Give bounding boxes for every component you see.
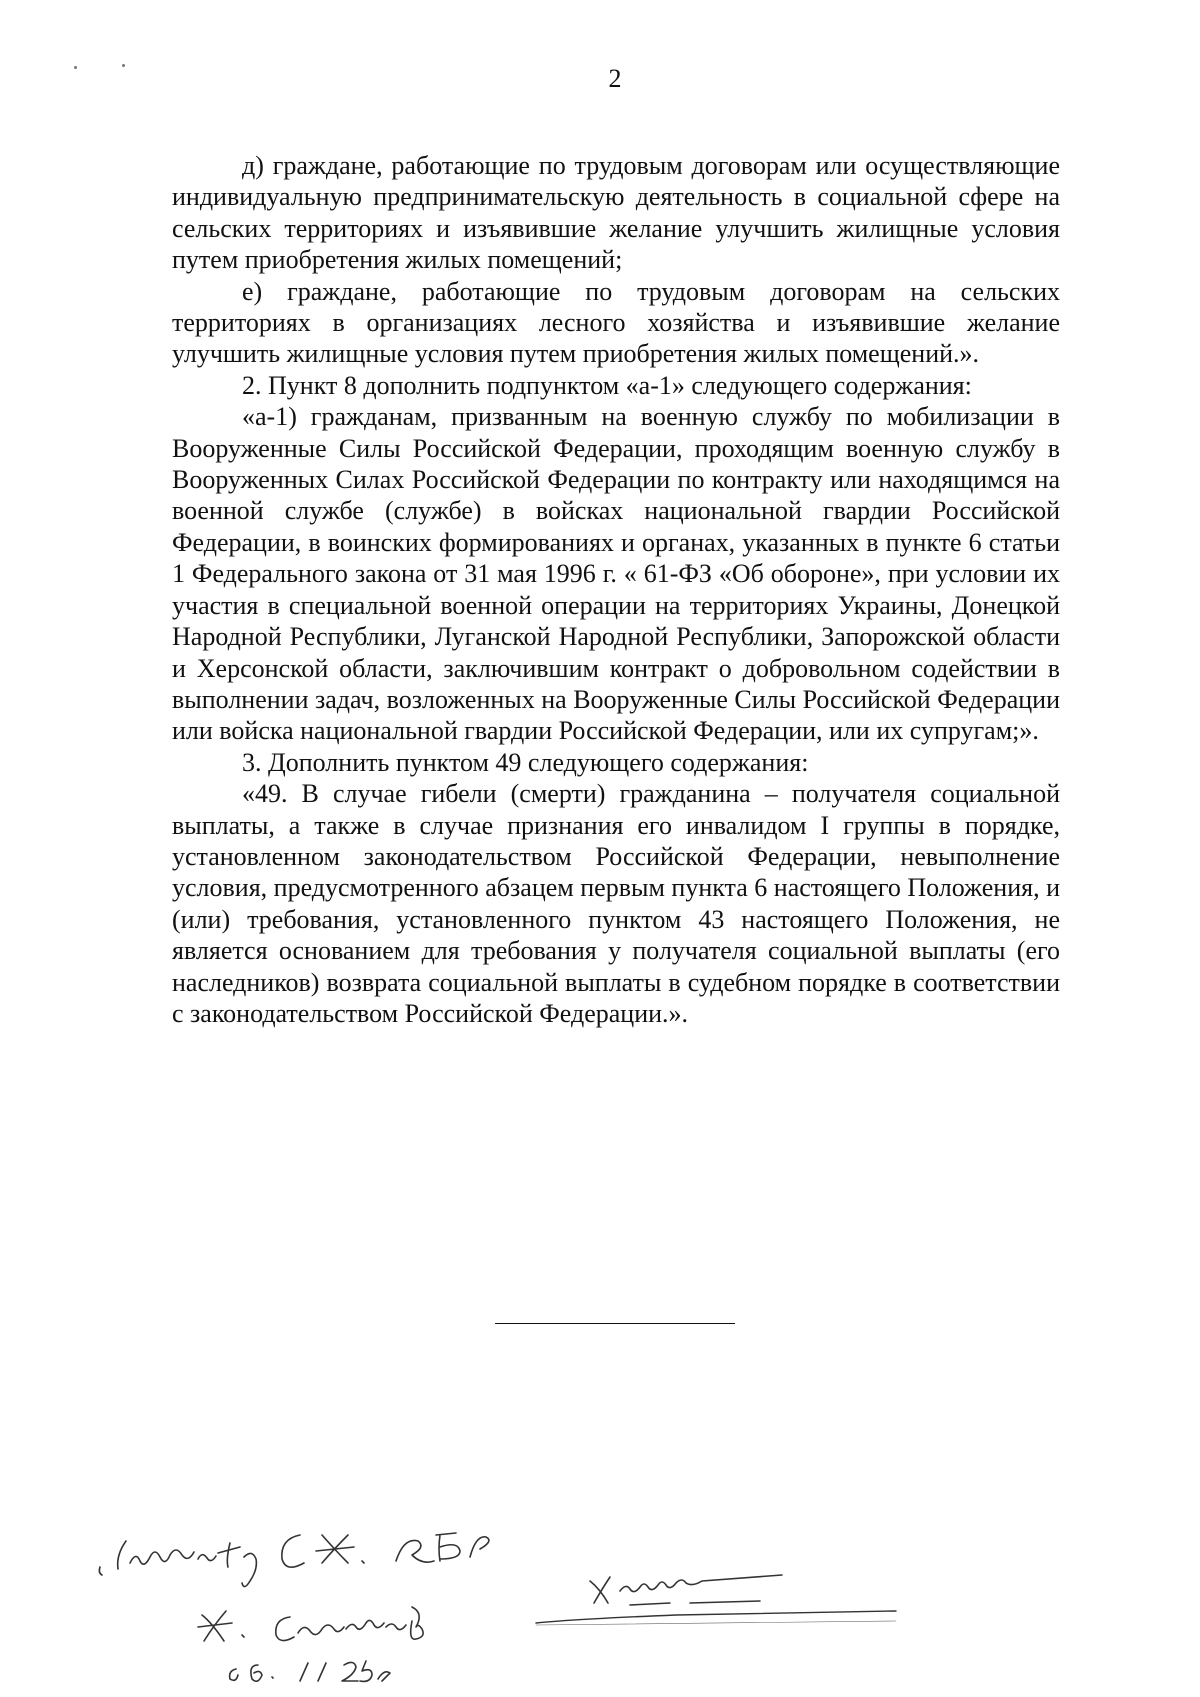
end-of-document-rule: [495, 1323, 735, 1324]
handwritten-signature-block: [90, 1505, 990, 1685]
handwritten-signature-image: [90, 1505, 990, 1685]
page-number: 2: [608, 64, 622, 93]
paragraph-item-2: 2. Пункт 8 дополнить подпунктом «а-1» следующего содержания:: [242, 370, 972, 400]
paragraph-e: е) граждане, работающие по трудовым договорам на сельских территориях в организациях лесного хозяйства и изъявившие желание улучшить жилищные условия путем приобретения жилых помещений.».: [172, 276, 1060, 369]
paragraph-49: «49. В случае гибели (смерти) гражданина – получателя социальной выплаты, а также в случае признания его инвалидом I группы в порядке, установленном законодательством Российской Федерации, невыполнение условия, предусмотренного абзацем первым пункта 6 настоящего Положения, и (или) требования, установленного пунктом 43 настоящего Положения, не является основанием для требования у получателя социальной выплаты (его наследников) возврата социальной выплаты в судебном порядке в соответствии с законодательством Российской Федерации.».: [172, 779, 1060, 1028]
paragraph-d: д) граждане, работающие по трудовым договорам или осуществляющие индивидуальную предпринимательскую деятельность в социальной сфере на сельских территориях и изъявившие желание улучшить жилищные условия путем приобретения жилых помещений;: [172, 151, 1060, 275]
scan-artifact: [74, 66, 77, 69]
document-body: [172, 150, 1060, 1029]
paragraph-item-3: 3. Дополнить пунктом 49 следующего содержания:: [242, 747, 809, 777]
scan-artifact: [122, 64, 125, 67]
paragraph-a1: «а-1) гражданам, призванным на военную службу по мобилизации в Вооруженные Силы Российской Федерации, проходящим военную службу в Вооруженных Силах Российской Федерации по контракту или находящимся на военной службе (службе) в войсках национальной гвардии Российской Федерации, в воинских формированиях и органах, указанных в пункте 6 статьи 1 Федерального закона от 31 мая 1996 г. « 61-ФЗ «Об обороне», при условии их участия в специальной военной операции на территориях Украины, Донецкой Народной Республики, Луганской Народной Республики, Запорожской области и Херсонской области, заключившим контракт о добровольном содействии в выполнении задач, возложенных на Вооруженные Силы Российской Федерации или войска национальной гвардии Российской Федерации, или их супругам;».: [172, 402, 1060, 746]
